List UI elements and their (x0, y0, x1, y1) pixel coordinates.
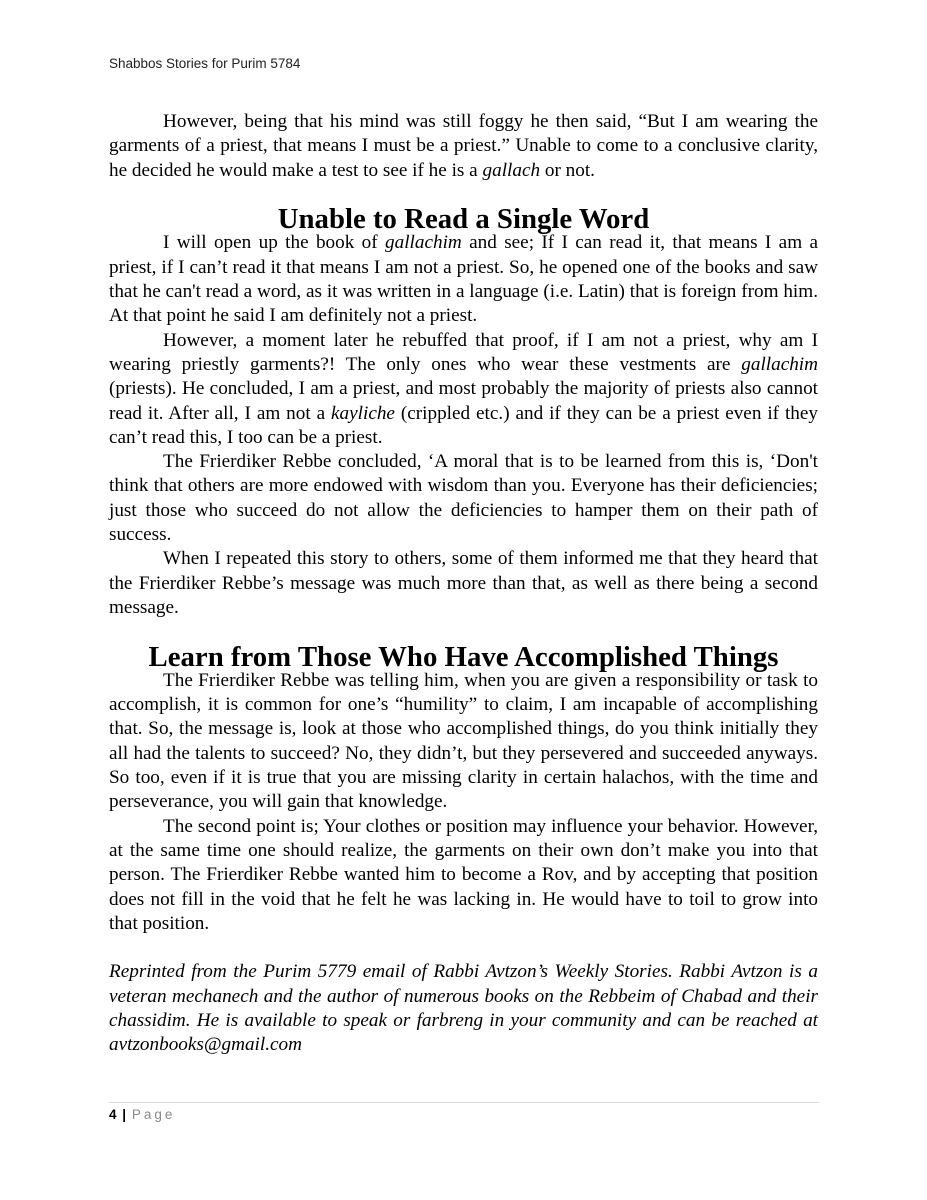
page-label: Page (131, 1107, 176, 1122)
footer-divider (109, 1102, 819, 1103)
page-body (109, 110, 818, 1058)
section-heading-learn-from-accomplished: Learn from Those Who Have Accomplished Things (148, 640, 779, 673)
section-heading-unable-to-read: Unable to Read a Single Word (277, 203, 650, 236)
running-header: Shabbos Stories for Purim 5784 (109, 56, 301, 71)
paragraph: However, a moment later he rebuffed that proof, if I am not a priest, why am I wearing priestly garments?! The only ones who wear these vestments are gallachim (priests). He concluded, I am a priest, and most probably the majority of priests also cannot read it. After all, I am not a kayliche (crippled etc.) and if they can be a priest even if they can’t read this, I too can be a priest. (109, 329, 818, 448)
footer-separator: | (122, 1107, 127, 1122)
paragraph: The Frierdiker Rebbe concluded, ‘A moral that is to be learned from this is, ‘Don't think that others are more endowed with wisdom than you. Everyone has their deficiencies; just those who succeed do not allow the deficiencies to hamper them on their path of success. (109, 451, 818, 546)
spacer (109, 936, 818, 960)
paragraph: When I repeated this story to others, some of them informed me that they heard that the Frierdiker Rebbe’s message was much more than that, as well as there being a second message. (109, 548, 818, 618)
paragraph-intro: However, being that his mind was still foggy he then said, “But I am wearing the garments of a priest, that means I must be a priest.” Unable to come to a conclusive clarity, he decided he would make a test to see if he is a gallach or not. (109, 111, 818, 181)
paragraph: The second point is; Your clothes or position may influence your behavior. However, at the same time one should realize, the garments on their own don’t make you into that person. The Frierdiker Rebbe wanted him to become a Rov, and by accepting that position does not fill in the void that he felt he was lacking in. He would have to toil to grow into that position. (109, 815, 818, 934)
page-footer (109, 1107, 175, 1122)
reprint-credit: Reprinted from the Purim 5779 email of Rabbi Avtzon’s Weekly Stories. Rabbi Avtzon is a veteran mechanech and the author of numerous books on the Rebbeim of Chabad and their chassidim. He is available to speak or farbreng in your community and can be reached at avtzonbooks@gmail.com (109, 961, 818, 1056)
page-number: 4 (109, 1107, 117, 1122)
paragraph: The Frierdiker Rebbe was telling him, when you are given a responsibility or task to accomplish, it is common for one’s “humility” to claim, I am incapable of accomplishing that. So, the message is, look at those who accomplished things, do you think initially they all had the talents to succeed? No, they didn’t, but they persevered and succeeded anyways. So too, even if it is true that you are missing clarity in certain halachos, with the time and perseverance, you will gain that knowledge. (109, 669, 818, 813)
paragraph: I will open up the book of gallachim and see; If I can read it, that means I am a priest, if I can’t read it that means I am not a priest. So, he opened one of the books and saw that he can't read a word, as it was written in a language (i.e. Latin) that is foreign from him. At that point he said I am definitely not a priest. (109, 232, 818, 327)
